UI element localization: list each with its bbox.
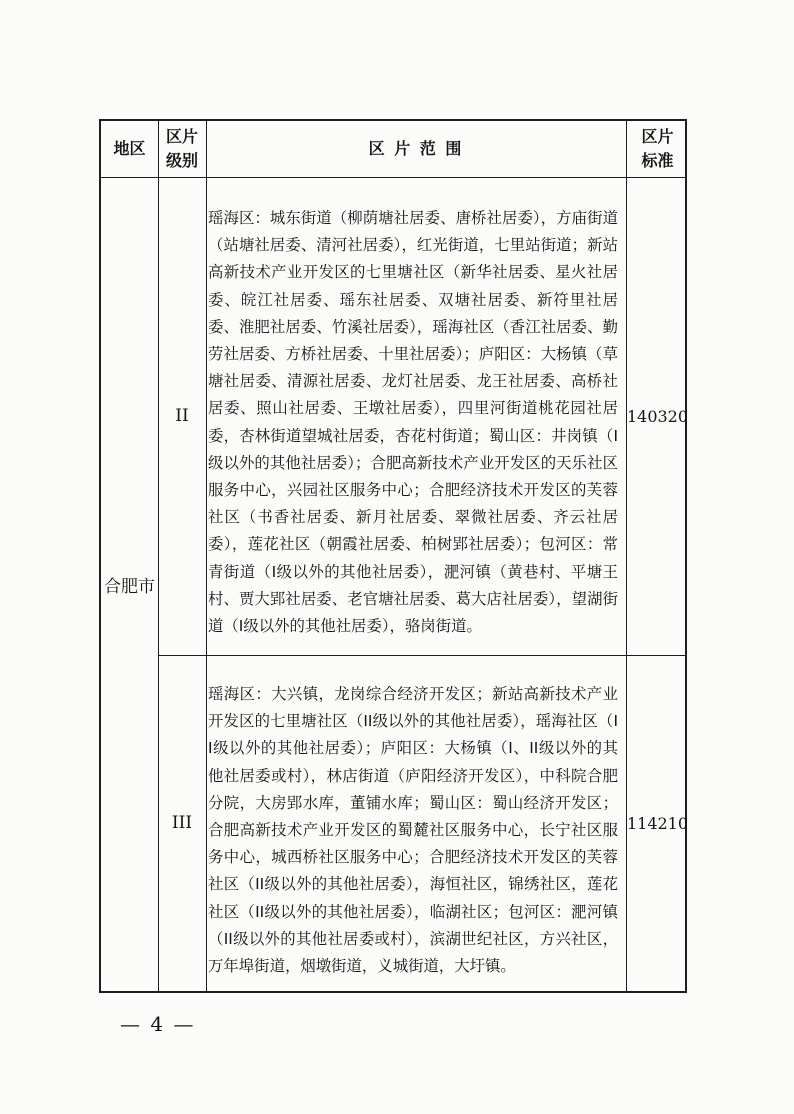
header-level: 区片 级别 — [165, 127, 198, 170]
level-cell: III — [171, 813, 193, 833]
region-cell: 合肥市 — [104, 576, 155, 597]
range-cell: 瑶海区：城东街道（柳荫塘社居委、唐桥社居委），方庙街道（站塘社居委、清河社居委），红光街道，七里站街道；新站高新技术产业开发区的七里塘社区（新华社居委、星火社居委、皖江社居委、瑶东社居委、双塘社居委、新符里社居委、淮肥社居委、竹溪社居委），瑶海社区（香江社居委、勤劳社居委、方桥社居委、十里社居委）；庐阳区：大杨镇（草塘社居委、清源社居委、龙灯社居委、龙王社居委、高桥社居委、照山社居委、王墩社居委），四里河街道桃花园社居委，杏林街道望城社居委，杏花村街道；蜀山区：井岗镇（I级以外的其他社居委）；合肥高新技术产业开发区的天乐社区服务中心，兴园社区服务中心；合肥经济技术开发区的芙蓉社区（书香社居委、新月社居委、翠微社居委、齐云社居委），莲花社区（朝霞社居委、柏树郢社居委）；包河区：常青街道（I级以外的其他社居委），淝河镇（黄巷村、平塘王村、贾大郢社居委、老官塘社居委、葛大店社居委），望湖街道（I级以外的其他社居委），骆岗街道。 — [208, 209, 618, 636]
level-cell: II — [175, 406, 189, 426]
column-divider — [206, 121, 207, 991]
header-standard: 区片 标准 — [641, 127, 674, 170]
page-number: — 4 — — [120, 1012, 196, 1036]
standard-cell: 140320 — [626, 406, 689, 426]
range-cell: 瑶海区：大兴镇，龙岗综合经济开发区；新站高新技术产业开发区的七里塘社区（II级以外的其他社居委），瑶海社区（II级以外的其他社居委）；庐阳区：大杨镇（I、II级以外的其他社居委或村），林店街道（庐阳经济开发区），中科院合肥分院，大房郢水库，董铺水库；蜀山区：蜀山经济开发区；合肥高新技术产业开发区的蜀麓社区服务中心，长宁社区服务中心，城西桥社区服务中心；合肥经济技术开发区的芙蓉社区（II级以外的其他社居委），海恒社区，锦绣社区，莲花社区（II级以外的其他社居委），临湖社区；包河区：淝河镇（II级以外的其他社居委或村），滨湖世纪社区，方兴社区，万年埠街道，烟墩街道，义城街道，大圩镇。 — [208, 685, 618, 976]
land-price-table — [99, 119, 687, 993]
row-divider — [158, 655, 685, 656]
standard-cell: 114210 — [626, 813, 689, 833]
header-range: 区 片 范 围 — [368, 139, 464, 158]
header-region: 地区 — [113, 139, 146, 158]
